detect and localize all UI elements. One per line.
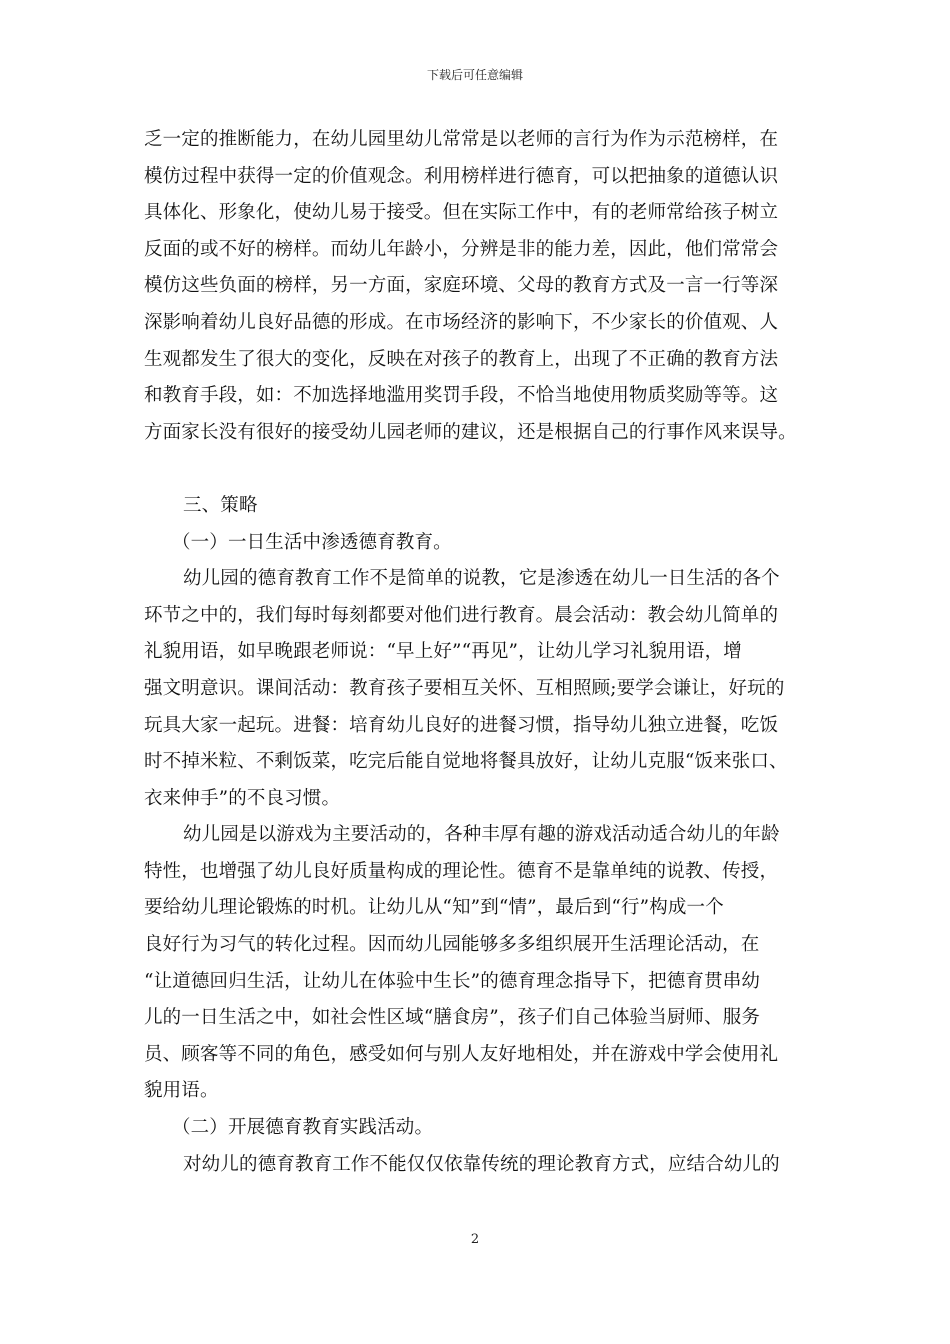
text-line: 和教育手段，如：不加选择地滥用奖罚手段，不恰当地使用物质奖励等等。这 xyxy=(144,385,779,407)
text-line: 方面家长没有很好的接受幼儿园老师的建议，还是根据自己的行事作风来误导。 xyxy=(144,421,797,443)
text-line: 模仿过程中获得一定的价值观念。利用榜样进行德育，可以把抽象的道德认识 xyxy=(144,165,779,187)
text-line: 玩具大家一起玩。进餐：培育幼儿良好的进餐习惯，指导幼儿独立进餐，吃饭 xyxy=(144,714,779,736)
text-line: 乏一定的推断能力，在幼儿园里幼儿常常是以老师的言行为作为示范榜样，在 xyxy=(144,129,779,150)
text-line: 对幼儿的德育教育工作不能仅仅依靠传统的理论教育方式，应结合幼儿的 xyxy=(183,1153,780,1175)
text-line: 员、顾客等不同的角色，感受如何与别人友好地相处，并在游戏中学会使用礼 xyxy=(144,1043,779,1065)
text-line: 三、策略 xyxy=(183,494,258,516)
text-line: 良好行为习气的转化过程。因而幼儿园能够多多组织展开生活理论活动，在 xyxy=(144,934,760,956)
text-line: 环节之中的，我们每时每刻都要对他们进行教育。晨会活动：教会幼儿简单的 xyxy=(144,604,779,626)
text-line: 儿的一日生活之中，如社会性区域“膳食房”，孩子们自己体验当厨师、服务 xyxy=(144,1007,761,1029)
text-line: 貌用语。 xyxy=(144,1080,219,1102)
page-number: 2 xyxy=(470,1232,480,1247)
blank-line xyxy=(144,451,812,488)
text-line: 幼儿园是以游戏为主要活动的，各种丰厚有趣的游戏活动适合幼儿的年龄 xyxy=(183,824,780,846)
text-line: 衣来伸手”的不良习惯。 xyxy=(144,787,341,809)
text-line: 反面的或不好的榜样。而幼儿年龄小，分辨是非的能力差，因此，他们常常会 xyxy=(144,238,779,260)
text-line: “让道德回归生活，让幼儿在体验中生长”的德育理念指导下，把德育贯串幼 xyxy=(144,970,761,992)
text-line: 深影响着幼儿良好品德的形成。在市场经济的影响下，不少家长的价值观、人 xyxy=(144,311,779,333)
text-line: 强文明意识。课间活动：教育孩子要相互关怀、互相照顾;要学会谦让，好玩的 xyxy=(144,677,785,699)
text-line: 时不掉米粒、不剩饭菜，吃完后能自觉地将餐具放好，让幼儿克服“饭来张口、 xyxy=(144,751,788,773)
text-line: （一）一日生活中渗透德育教育。 xyxy=(172,531,452,553)
page-header: 下载后可任意编辑 xyxy=(426,68,523,82)
text-line: 礼貌用语，如早晚跟老师说：“早上好”“再见”，让幼儿学习礼貌用语，增 xyxy=(144,641,742,663)
text-line: 幼儿园的德育教育工作不是简单的说教，它是渗透在幼儿一日生活的各个 xyxy=(183,568,780,590)
text-line: 生观都发生了很大的变化，反映在对孩子的教育上，出现了不正确的教育方法 xyxy=(144,348,779,370)
text-line: 具体化、形象化，使幼儿易于接受。但在实际工作中，有的老师常给孩子树立 xyxy=(144,202,779,224)
text-line: 模仿这些负面的榜样，另一方面，家庭环境、父母的教育方式及一言一行等深 xyxy=(144,275,779,297)
text-line: 特性，也增强了幼儿良好质量构成的理论性。德育不是靠单纯的说教、传授， xyxy=(144,860,779,882)
text-line: 要给幼儿理论锻炼的时机。让幼儿从“知”到“情”，最后到“行”构成一个 xyxy=(144,897,724,919)
text-line: （二）开展德育教育实践活动。 xyxy=(172,1117,434,1139)
document-body xyxy=(144,122,812,1183)
